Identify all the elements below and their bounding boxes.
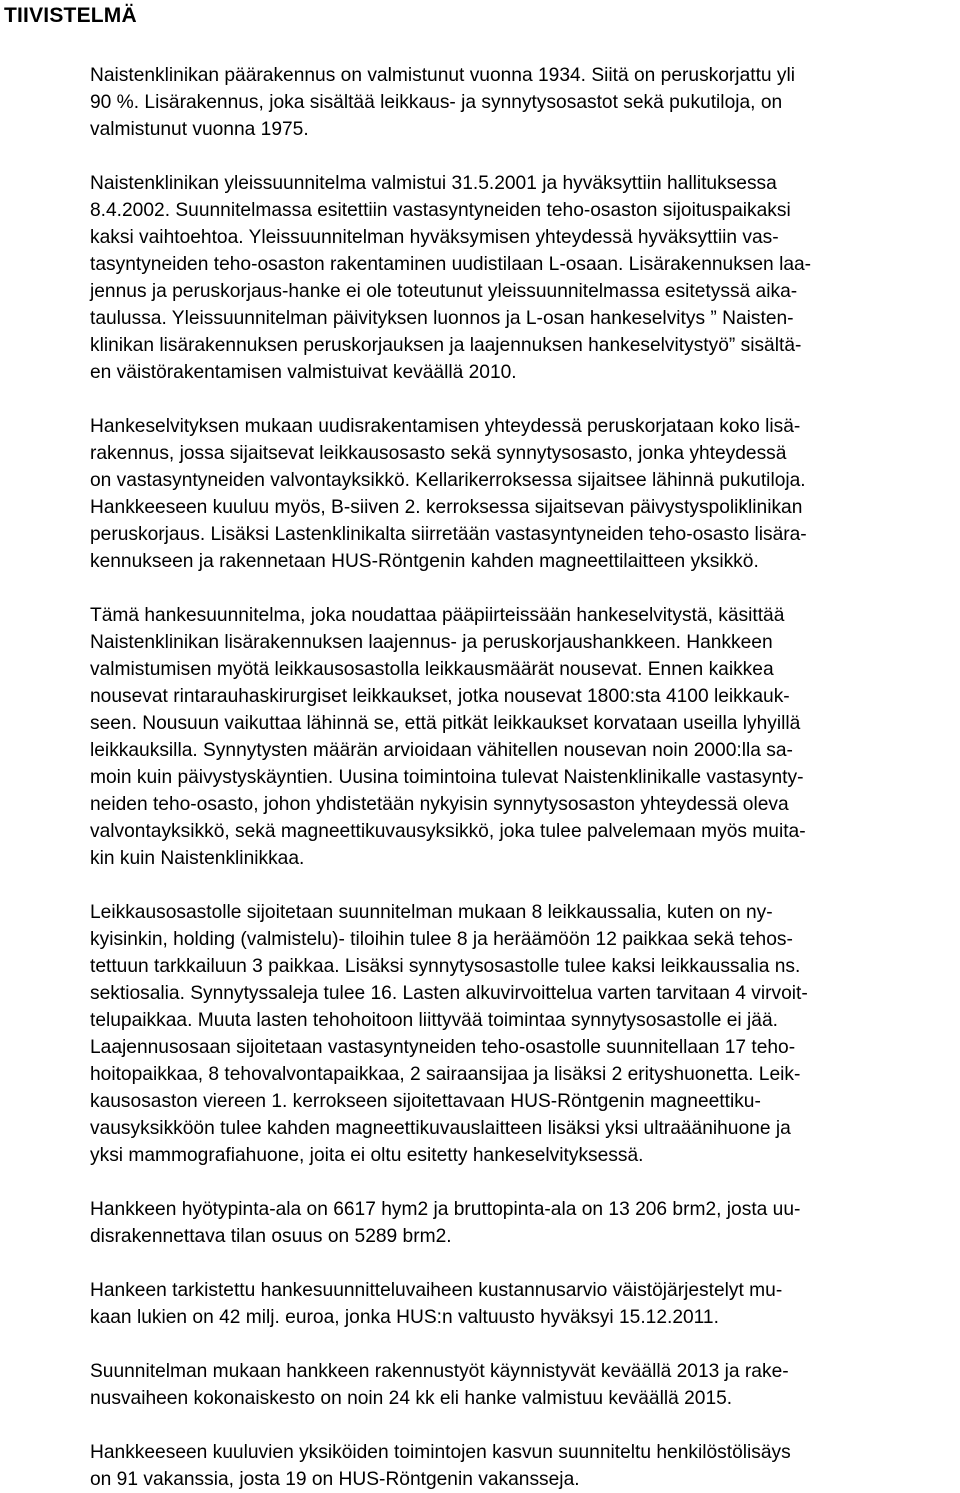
text-line: nusvaiheen kokonaiskesto on noin 24 kk eli hanke valmistuu keväällä 2015. bbox=[90, 1388, 733, 1409]
text-line: Tämä hankesuunnitelma, joka noudattaa pääpiirteissään hankeselvitystä, käsittää bbox=[90, 605, 785, 626]
text-line: 8.4.2002. Suunnitelmassa esitettiin vastasyntyneiden teho-osaston sijoituspaikaksi bbox=[90, 200, 791, 221]
text-line: taulussa. Yleissuunnitelman päivityksen luonnos ja L-osan hankeselvitys ” Naisten- bbox=[90, 308, 794, 329]
paragraph-operating-rooms bbox=[90, 899, 942, 1169]
document-title: TIIVISTELMÄ bbox=[4, 4, 137, 27]
paragraph-floor-area bbox=[90, 1196, 942, 1250]
paragraph-project-study bbox=[90, 413, 942, 575]
text-line: Leikkausosastolle sijoitetaan suunnitelman mukaan 8 leikkaussalia, kuten on ny- bbox=[90, 902, 773, 923]
text-line: Naistenklinikan päärakennus on valmistunut vuonna 1934. Siitä on peruskorjattu yli bbox=[90, 65, 796, 86]
text-line: hoitopaikkaa, 8 tehovalvontapaikkaa, 2 sairaansijaa ja lisäksi 2 erityshuonetta. Leik- bbox=[90, 1064, 801, 1085]
paragraph-staffing bbox=[90, 1439, 942, 1493]
text-line: kaksi vaihtoehtoa. Yleissuunnitelman hyväksymisen yhteydessä hyväksyttiin vas- bbox=[90, 227, 779, 248]
paragraph-general-plan bbox=[90, 170, 942, 386]
text-line: leikkauksilla. Synnytysten määrän arvioidaan vähitellen nousevan noin 2000:lla sa- bbox=[90, 740, 793, 761]
text-line: Hankkeeseen kuuluu myös, B-siiven 2. kerroksessa sijaitsevan päivystyspoliklinikan bbox=[90, 497, 803, 518]
text-line: valvontayksikkö, sekä magneettikuvausyksikkö, joka tulee palvelemaan myös muita- bbox=[90, 821, 806, 842]
text-line: Hankkeeseen kuuluvien yksiköiden toimintojen kasvun suunniteltu henkilöstölisäys bbox=[90, 1442, 791, 1463]
text-line: Hankeselvityksen mukaan uudisrakentamisen yhteydessä peruskorjataan koko lisä- bbox=[90, 416, 801, 437]
document-body bbox=[90, 62, 942, 1493]
text-line: kennukseen ja rakennetaan HUS-Röntgenin kahden magneettilaitteen yksikkö. bbox=[90, 551, 759, 572]
text-line: en väistörakentamisen valmistuivat keväällä 2010. bbox=[90, 362, 517, 383]
text-line: Suunnitelman mukaan hankkeen rakennustyöt käynnistyvät keväällä 2013 ja rake- bbox=[90, 1361, 789, 1382]
text-line: yksi mammografiahuone, joita ei oltu esitetty hankeselvityksessä. bbox=[90, 1145, 644, 1166]
paragraph-history bbox=[90, 62, 942, 143]
text-line: kin kuin Naistenklinikkaa. bbox=[90, 848, 305, 869]
text-line: disrakennettava tilan osuus on 5289 brm2. bbox=[90, 1226, 452, 1247]
text-line: kausosaston viereen 1. kerrokseen sijoitettavaan HUS-Röntgenin magneettiku- bbox=[90, 1091, 761, 1112]
text-line: 90 %. Lisärakennus, joka sisältää leikkaus- ja synnytysosastot sekä pukutiloja, on bbox=[90, 92, 783, 113]
text-line: on 91 vakanssia, josta 19 on HUS-Röntgenin vakansseja. bbox=[90, 1469, 580, 1490]
text-line: rakennus, jossa sijaitsevat leikkausosasto sekä synnytysosasto, jonka yhteydessä bbox=[90, 443, 787, 464]
text-line: nousevat rintarauhaskirurgiset leikkaukset, jotka nousevat 1800:sta 4100 leikkauk- bbox=[90, 686, 790, 707]
text-line: jennus ja peruskorjaus-hanke ei ole toteutunut yleissuunnitelmassa esitetyssä aika- bbox=[90, 281, 798, 302]
paragraph-cost-estimate bbox=[90, 1277, 942, 1331]
text-line: klinikan lisärakennuksen peruskorjauksen ja laajennuksen hankeselvitystyö” sisältä- bbox=[90, 335, 802, 356]
text-line: on vastasyntyneiden valvontayksikkö. Kellarikerroksessa sijaitsee lähinnä pukutiloja. bbox=[90, 470, 806, 491]
text-line: kyisinkin, holding (valmistelu)- tiloihin tulee 8 ja heräämöön 12 paikkaa sekä tehos- bbox=[90, 929, 793, 950]
text-line: Naistenklinikan yleissuunnitelma valmistui 31.5.2001 ja hyväksyttiin hallituksessa bbox=[90, 173, 777, 194]
text-line: vausyksikköön tulee kahden magneettikuvauslaitteen lisäksi yksi ultraäänihuone ja bbox=[90, 1118, 791, 1139]
paragraph-schedule bbox=[90, 1358, 942, 1412]
text-line: kaan lukien on 42 milj. euroa, jonka HUS:n valtuusto hyväksyi 15.12.2011. bbox=[90, 1307, 719, 1328]
text-line: tasyntyneiden teho-osaston rakentaminen uudistilaan L-osaan. Lisärakennuksen laa- bbox=[90, 254, 812, 275]
text-line: Hankeen tarkistettu hankesuunnitteluvaiheen kustannusarvio väistöjärjestelyt mu- bbox=[90, 1280, 783, 1301]
text-line: seen. Nousuun vaikuttaa lähinnä se, että pitkät leikkaukset korvataan useilla lyhyillä bbox=[90, 713, 801, 734]
text-line: neiden teho-osasto, johon yhdistetään nykyisin synnytysosaston yhteydessä oleva bbox=[90, 794, 789, 815]
text-line: peruskorjaus. Lisäksi Lastenklinikalta siirretään vastasyntyneiden teho-osasto lisära- bbox=[90, 524, 807, 545]
paragraph-project-plan bbox=[90, 602, 942, 872]
text-line: Naistenklinikan lisärakennuksen laajennus- ja peruskorjaushankkeen. Hankkeen bbox=[90, 632, 773, 653]
text-line: sektiosalia. Synnytyssaleja tulee 16. Lasten alkuvirvoittelua varten tarvitaan 4 virvoit- bbox=[90, 983, 808, 1004]
text-line: valmistumisen myötä leikkausosastolla leikkausmäärät nousevat. Ennen kaikkea bbox=[90, 659, 774, 680]
text-line: telupaikkaa. Muuta lasten tehohoitoon liittyvää toimintaa synnytysosastolle ei jää. bbox=[90, 1010, 778, 1031]
text-line: moin kuin päivystyskäyntien. Uusina toimintoina tulevat Naistenklinikalle vastasynty- bbox=[90, 767, 804, 788]
text-line: valmistunut vuonna 1975. bbox=[90, 119, 309, 140]
text-line: tettuun tarkkailuun 3 paikkaa. Lisäksi synnytysosastolle tulee kaksi leikkaussalia ns. bbox=[90, 956, 801, 977]
text-line: Laajennusosaan sijoitetaan vastasyntyneiden teho-osastolle suunnitellaan 17 teho- bbox=[90, 1037, 796, 1058]
text-line: Hankkeen hyötypinta-ala on 6617 hym2 ja bruttopinta-ala on 13 206 brm2, josta uu- bbox=[90, 1199, 801, 1220]
